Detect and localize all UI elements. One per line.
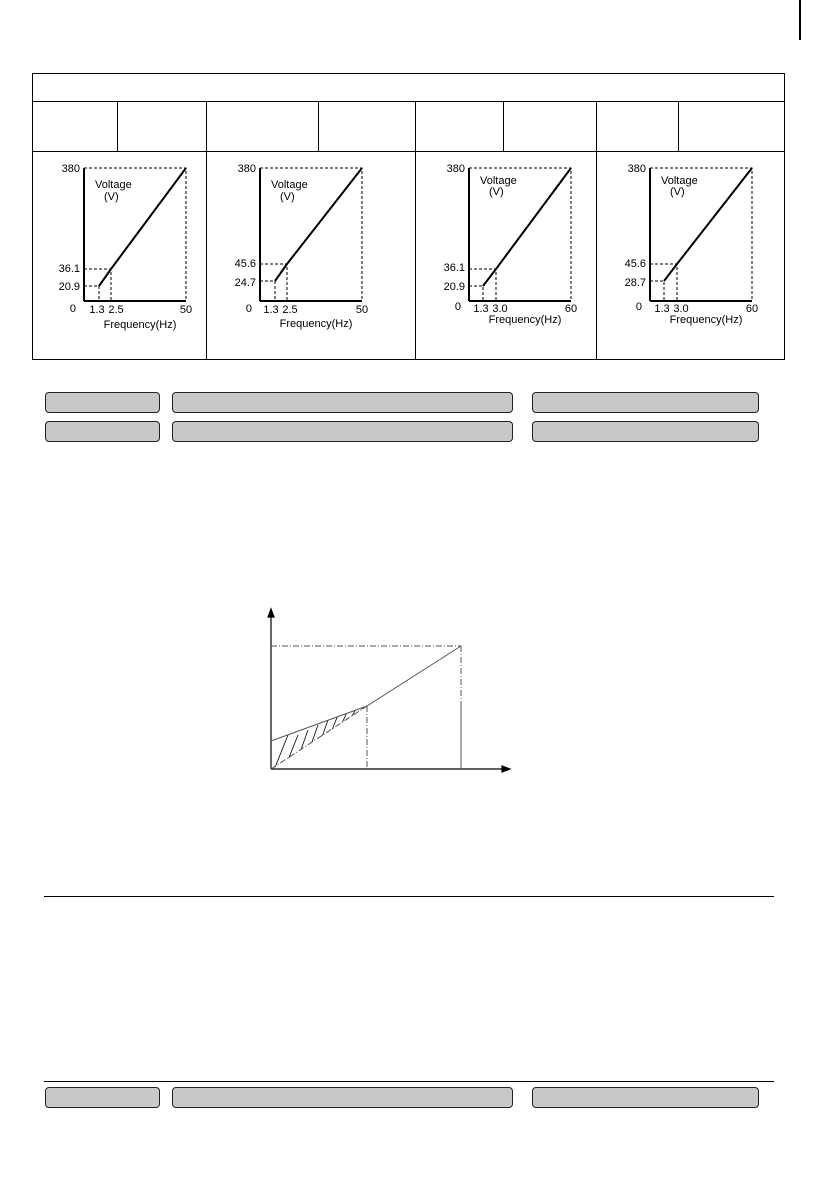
parameter-code-bar [45,1087,160,1108]
f-min-label: 1.3 [473,303,489,315]
voltage-axis-label: Voltage [95,179,132,191]
table-column-divider [415,101,416,359]
voltage-axis-label: Voltage [271,179,308,191]
f-max-label: 50 [355,304,369,316]
vf-graph-1 [52,158,202,338]
v-max-label: 380 [237,163,256,175]
voltage-axis-label: Voltage [661,175,698,187]
parameter-value-bar [532,421,759,442]
vf-graph-2 [228,158,378,338]
v-min-label: 28.7 [624,277,646,289]
f-min-label: 1.3 [654,303,670,315]
v-min-label: 20.9 [443,281,465,293]
v-max-label: 380 [61,163,80,175]
parameter-value-bar [532,1087,759,1108]
table-column-divider [596,101,597,359]
origin-label: 0 [245,303,252,315]
f-mid-label: 2.5 [108,304,124,316]
table-title-row-divider [33,101,784,102]
table-header-row-divider [33,151,784,152]
origin-label: 0 [454,301,461,313]
origin-label: 0 [635,301,642,313]
frequency-axis-label: Frequency(Hz) [103,319,177,331]
diagram-axes [268,609,510,772]
parameter-name-bar [172,392,513,413]
boosted-vf-curve [271,646,461,741]
frequency-axis-label: Frequency(Hz) [669,314,743,326]
cut-mark [799,0,801,40]
table-column-divider [206,101,207,359]
f-max-label: 60 [564,303,578,315]
frequency-axis-label: Frequency(Hz) [279,318,353,330]
f-mid-label: 3.0 [492,303,508,315]
f-max-label: 50 [179,304,193,316]
v-mid-label: 45.6 [624,258,646,270]
f-min-label: 1.3 [89,304,105,316]
v-min-label: 24.7 [234,277,256,289]
v-max-label: 380 [446,163,465,175]
section-divider [44,896,774,897]
vf-graph-4 [618,158,768,338]
torque-boost-diagram [262,605,518,777]
frequency-axis-label: Frequency(Hz) [488,314,562,326]
parameter-value-bar [532,392,759,413]
f-mid-label: 2.5 [282,304,298,316]
voltage-axis-label: Voltage [480,175,517,187]
table-header-divider [117,101,118,151]
vf-graph-3 [437,158,587,338]
parameter-code-bar [45,392,160,413]
table-header-divider [503,101,504,151]
parameter-name-bar [172,421,513,442]
v-mid-label: 36.1 [58,263,80,275]
v-min-label: 20.9 [58,281,80,293]
parameter-name-bar [172,1087,513,1108]
parameter-code-bar [45,421,160,442]
voltage-unit-label: (V) [104,191,119,203]
v-mid-label: 45.6 [234,258,256,270]
f-max-label: 60 [745,303,759,315]
table-header-divider [678,101,679,151]
section-divider [44,1081,774,1082]
v-mid-label: 36.1 [443,262,465,274]
origin-label: 0 [69,303,76,315]
voltage-unit-label: (V) [280,191,295,203]
voltage-unit-label: (V) [670,186,685,198]
v-max-label: 380 [627,163,646,175]
table-header-divider [318,101,319,151]
f-mid-label: 3.0 [673,303,689,315]
voltage-unit-label: (V) [489,186,504,198]
f-min-label: 1.3 [263,304,279,316]
